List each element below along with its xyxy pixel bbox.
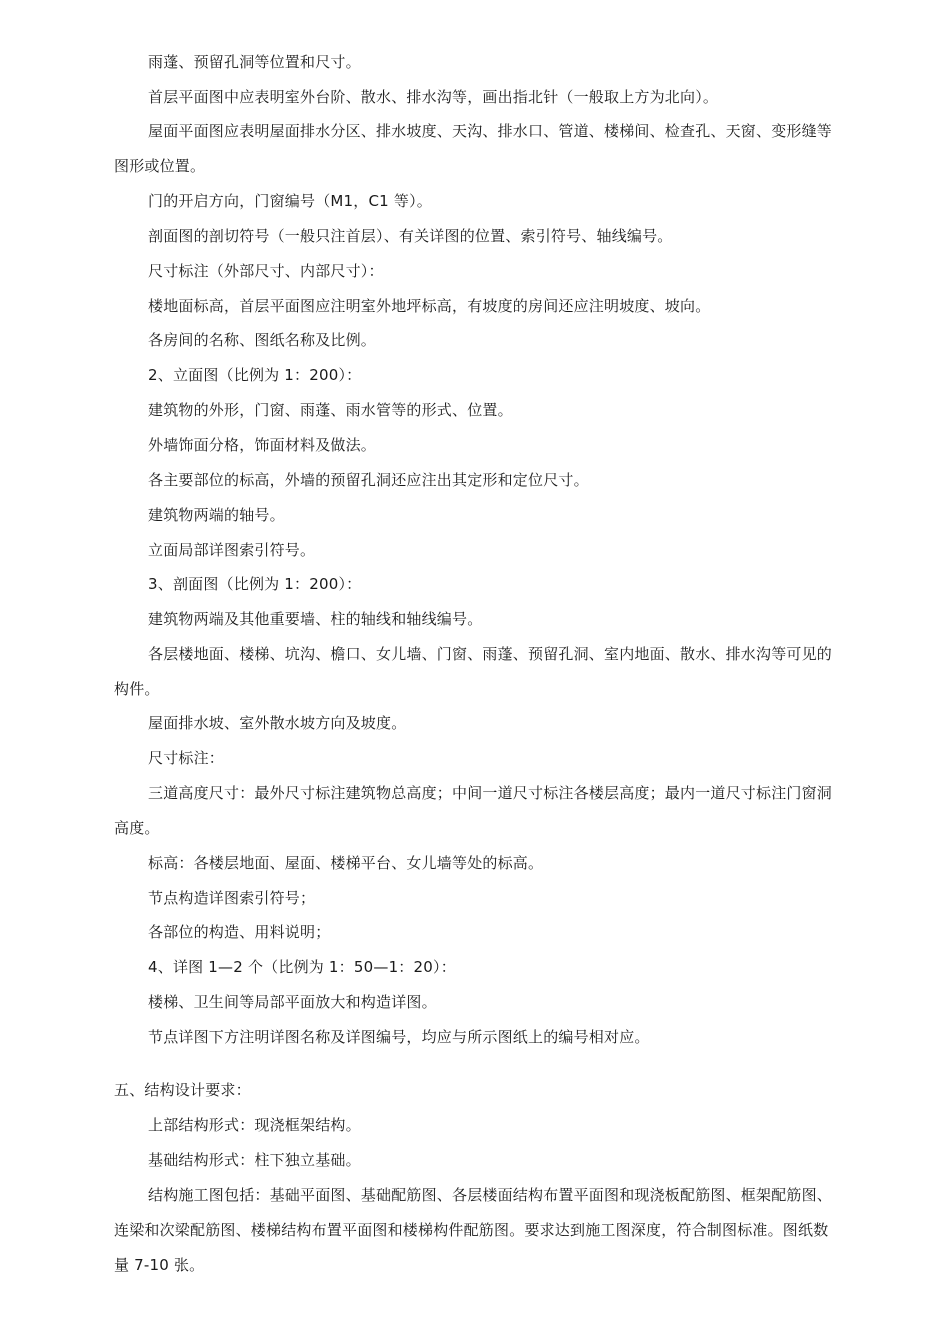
- paragraph: 屋面平面图应表明屋面排水分区、排水坡度、天沟、排水口、管道、楼梯间、检查孔、天窗、变形缝等图形或位置。: [114, 122, 833, 175]
- paragraph: 节点详图下方注明详图名称及详图编号，均应与所示图纸上的编号相对应。: [148, 1028, 650, 1046]
- paragraph: 楼梯、卫生间等局部平面放大和构造详图。: [148, 993, 437, 1011]
- paragraph: 建筑物两端及其他重要墙、柱的轴线和轴线编号。: [148, 610, 483, 628]
- paragraph: 屋面排水坡、室外散水坡方向及坡度。: [148, 714, 407, 732]
- chapter-heading: 五、结构设计要求：: [114, 1081, 251, 1099]
- section-heading: 2、立面图（比例为 1：200）：: [148, 366, 362, 384]
- paragraph: 外墙饰面分格，饰面材料及做法。: [148, 436, 377, 454]
- paragraph: 各部位的构造、用料说明；: [148, 923, 331, 941]
- paragraph: 尺寸标注（外部尺寸、内部尺寸）：: [148, 262, 384, 280]
- paragraph: 建筑物两端的轴号。: [148, 506, 285, 524]
- paragraph: 各房间的名称、图纸名称及比例。: [148, 331, 377, 349]
- paragraph: 结构施工图包括：基础平面图、基础配筋图、各层楼面结构布置平面图和现浇板配筋图、框架配筋图、连梁和次梁配筋图、楼梯结构布置平面图和楼梯构件配筋图。要求达到施工图深度，符合制图标准。图纸数量 7-10 张。: [114, 1186, 833, 1274]
- section-heading: 4、详图 1—2 个（比例为 1：50—1：20）：: [148, 958, 456, 976]
- paragraph: 立面局部详图索引符号。: [148, 541, 316, 559]
- paragraph: 雨蓬、预留孔洞等位置和尺寸。: [148, 53, 361, 71]
- paragraph: 各层楼地面、楼梯、坑沟、檐口、女儿墙、门窗、雨蓬、预留孔洞、室内地面、散水、排水沟等可见的构件。: [114, 645, 833, 698]
- paragraph: 首层平面图中应表明室外台阶、散水、排水沟等，画出指北针（一般取上方为北向）。: [148, 88, 719, 106]
- paragraph: 节点构造详图索引符号；: [148, 889, 316, 907]
- paragraph: 建筑物的外形，门窗、雨蓬、雨水管等的形式、位置。: [148, 401, 513, 419]
- paragraph: 尺寸标注：: [148, 749, 225, 767]
- section-heading: 3、剖面图（比例为 1：200）：: [148, 575, 362, 593]
- paragraph: 标高：各楼层地面、屋面、楼梯平台、女儿墙等处的标高。: [148, 854, 544, 872]
- paragraph: 各主要部位的标高，外墙的预留孔洞还应注出其定形和定位尺寸。: [148, 471, 589, 489]
- paragraph: 门的开启方向，门窗编号（M1，C1 等）。: [148, 192, 432, 210]
- paragraph: 三道高度尺寸：最外尺寸标注建筑物总高度；中间一道尺寸标注各楼层高度；最内一道尺寸标注门窗洞高度。: [114, 784, 833, 837]
- paragraph: 基础结构形式：柱下独立基础。: [148, 1151, 361, 1169]
- paragraph: 剖面图的剖切符号（一般只注首层）、有关详图的位置、索引符号、轴线编号。: [148, 227, 673, 245]
- paragraph: 楼地面标高，首层平面图应注明室外地坪标高，有坡度的房间还应注明坡度、坡向。: [148, 297, 711, 315]
- paragraph: 上部结构形式：现浇框架结构。: [148, 1116, 361, 1134]
